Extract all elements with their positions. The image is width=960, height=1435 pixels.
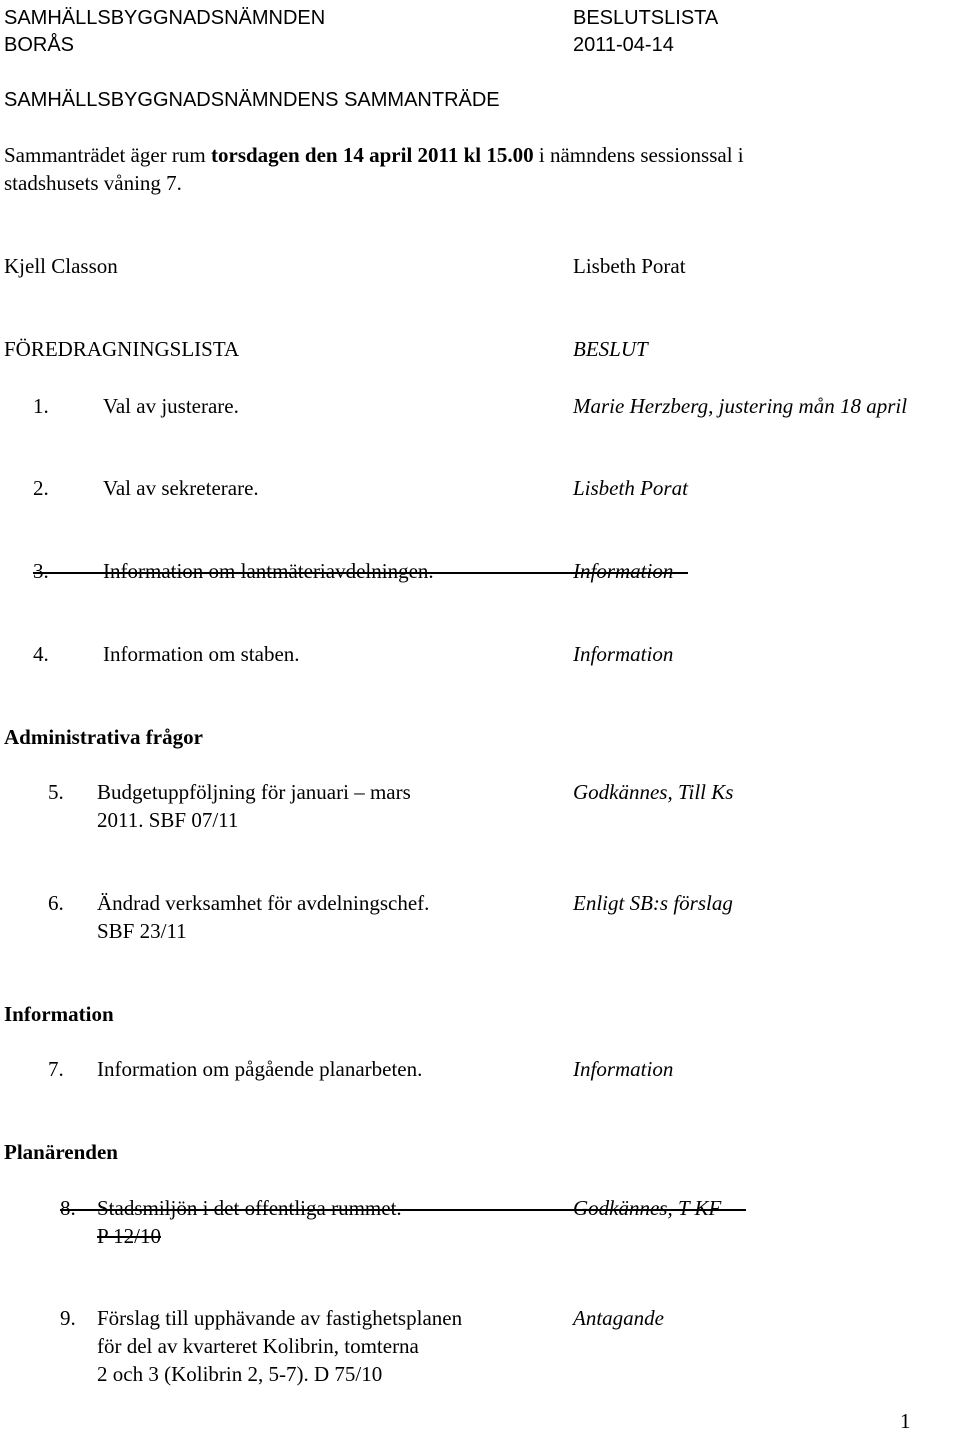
- item-decision: Marie Herzberg, justering mån 18 april: [573, 394, 908, 418]
- item-text: Förslag till upphävande av fastighetsplanen: [97, 1306, 463, 1330]
- agenda-heading: FÖREDRAGNINGSLISTA: [4, 337, 240, 361]
- item-number: 1.: [33, 394, 49, 418]
- doc-date: 2011-04-14: [573, 34, 674, 56]
- intro-post: i nämndens sessionssal i: [533, 143, 744, 167]
- org-name: SAMHÄLLSBYGGNADSNÄMNDEN: [4, 7, 326, 29]
- item-number: 2.: [33, 476, 49, 500]
- intro-line-2: stadshusets våning 7.: [4, 171, 182, 195]
- item-number: 4.: [33, 642, 49, 666]
- item-decision: Antagande: [573, 1306, 664, 1330]
- item-text-cont: SBF 23/11: [97, 919, 187, 943]
- page-number: 1: [900, 1409, 911, 1433]
- item-number: 9.: [60, 1306, 76, 1330]
- item-text-cont: 2011. SBF 07/11: [97, 808, 239, 832]
- item-decision: Information: [573, 559, 674, 583]
- intro-pre: Sammanträdet äger rum: [4, 143, 212, 167]
- item-text-cont: för del av kvarteret Kolibrin, tomterna: [97, 1334, 419, 1358]
- item-number: 3.: [33, 559, 49, 583]
- item-text-cont-2: 2 och 3 (Kolibrin 2, 5-7). D 75/10: [97, 1362, 383, 1386]
- secretary-name: Lisbeth Porat: [573, 254, 686, 278]
- meeting-time: torsdagen den 14 april 2011 kl 15.00: [211, 143, 534, 167]
- item-decision: Lisbeth Porat: [573, 476, 688, 500]
- item-text: Information om staben.: [103, 642, 300, 666]
- item-decision: Information: [573, 642, 674, 666]
- item-text: Information om lantmäteriavdelningen.: [103, 559, 434, 583]
- item-text: Val av sekreterare.: [103, 476, 259, 500]
- item-decision: Godkännes, Till Ks: [573, 780, 734, 804]
- item-number: 7.: [48, 1057, 64, 1081]
- doc-type: BESLUTSLISTA: [573, 7, 719, 29]
- section-heading-plan: Planärenden: [4, 1140, 118, 1164]
- org-city: BORÅS: [4, 34, 75, 56]
- section-heading-information: Information: [4, 1002, 114, 1026]
- page-title: SAMHÄLLSBYGGNADSNÄMNDENS SAMMANTRÄDE: [4, 89, 500, 111]
- item-text-cont: P 12/10: [97, 1224, 161, 1248]
- item-text: Information om pågående planarbeten.: [97, 1057, 423, 1081]
- section-heading-admin: Administrativa frågor: [4, 725, 203, 749]
- item-text: Ändrad verksamhet för avdelningschef.: [97, 891, 430, 915]
- item-number: 5.: [48, 780, 64, 804]
- intro-line-1: [4, 141, 744, 169]
- item-number: 8.: [60, 1196, 76, 1220]
- item-decision: Information: [573, 1057, 674, 1081]
- item-text: Stadsmiljön i det offentliga rummet.: [97, 1196, 402, 1220]
- item-text: Val av justerare.: [103, 394, 239, 418]
- item-decision: Enligt SB:s förslag: [573, 891, 733, 915]
- item-number: 6.: [48, 891, 64, 915]
- item-text: Budgetuppföljning för januari – mars: [97, 780, 411, 804]
- chair-name: Kjell Classon: [4, 254, 118, 278]
- decision-heading: BESLUT: [573, 337, 648, 361]
- item-decision: Godkännes, T KF: [573, 1196, 722, 1220]
